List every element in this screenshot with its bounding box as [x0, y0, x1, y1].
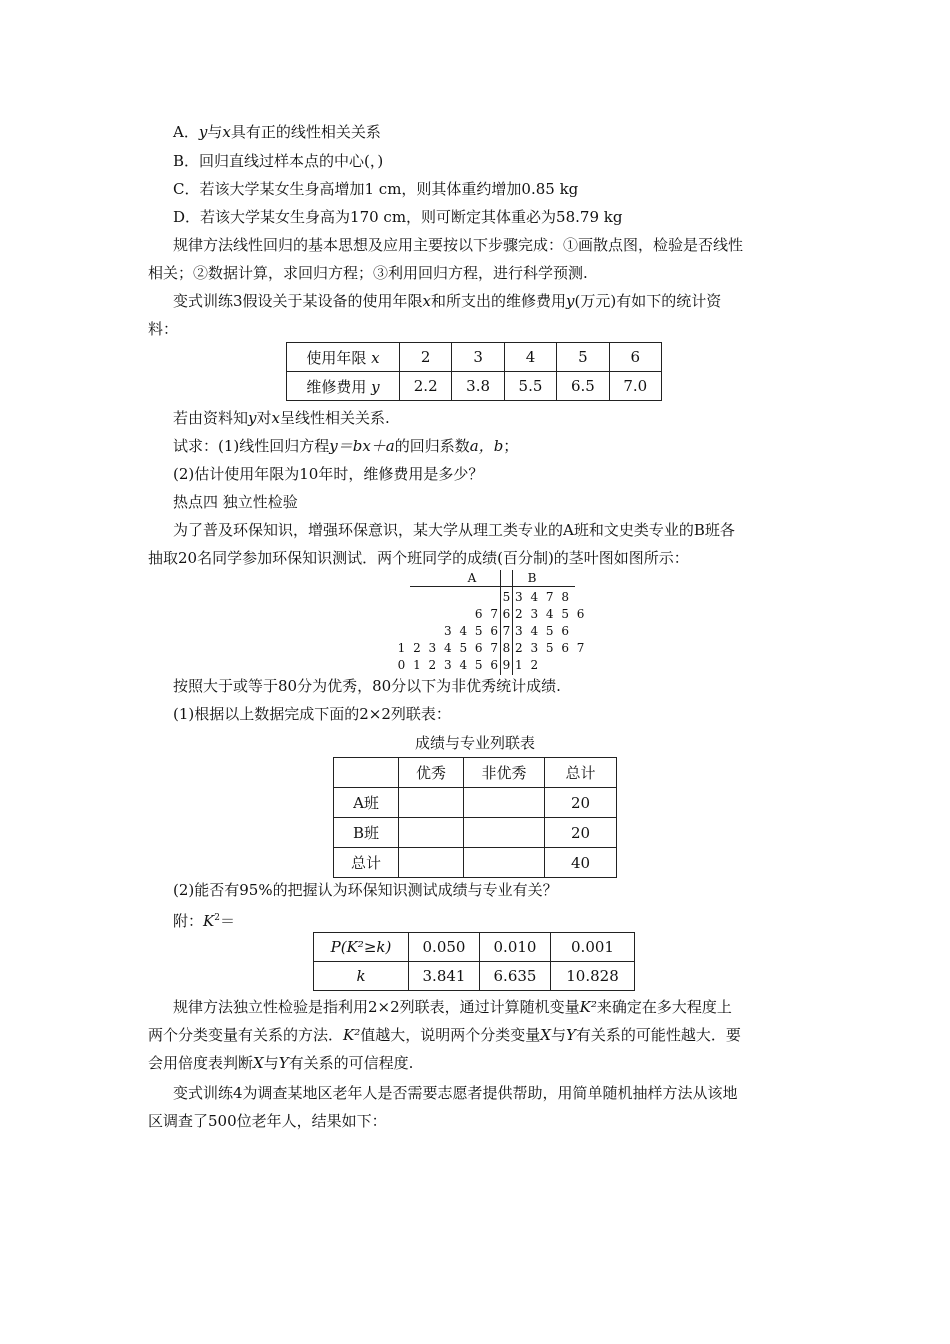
header-a: A — [467, 571, 477, 585]
table-cell: 5.5 — [504, 372, 556, 401]
variant3-after: 若由资料知y对x呈线性相关关系. — [173, 409, 390, 427]
hot4-p1: 为了普及环保知识，增强环保意识，某大学从理工类专业的A班和文史类专业的B班各 — [173, 521, 735, 539]
row-header: 总计 — [334, 848, 399, 878]
leaf-b-row: 3 4 5 6 — [515, 624, 571, 638]
table-cell: 6 — [609, 343, 661, 372]
leaf-a-row — [410, 589, 500, 606]
table-cell: 6.635 — [480, 962, 551, 991]
variant4-line2: 区调查了500位老年人，结果如下： — [148, 1112, 387, 1130]
table-cell — [464, 848, 545, 878]
table-cell: 5 — [557, 343, 609, 372]
header-b: B — [527, 571, 537, 585]
leaf-a-row: 3 4 5 6 — [444, 624, 500, 638]
table-row — [334, 848, 617, 878]
hot4-p5: (2)能否有95%的把握认为环保知识测试成绩与专业有关？ — [173, 881, 558, 899]
table-cell — [399, 788, 464, 818]
table-cell: 40 — [545, 848, 617, 878]
table-cell: 7.0 — [609, 372, 661, 401]
column-header: 非优秀 — [464, 758, 545, 788]
table-row — [287, 372, 662, 401]
option-b: B．回归直线过样本点的中心(，) — [173, 152, 384, 170]
row-label-years: 使用年限 x — [287, 343, 400, 372]
leaf-a-row: 1 2 3 4 5 6 7 — [397, 641, 500, 655]
table-cell: 0.050 — [409, 933, 480, 962]
table-title: 成绩与专业列联表 — [414, 734, 535, 752]
method2-line2: 两个分类变量有关系的方法．K²值越大，说明两个分类变量X与Y有关系的可能性越大．要 — [148, 1026, 741, 1044]
contingency-table — [333, 757, 617, 878]
table-cell: 3 — [452, 343, 504, 372]
leaf-b-row: 2 3 5 6 7 — [515, 641, 587, 655]
hot4-p4: (1)根据以上数据完成下面的2×2列联表： — [173, 705, 451, 723]
critical-value-table — [313, 932, 635, 991]
table-cell: 10.828 — [551, 962, 635, 991]
leaf-b-row: 3 4 7 8 — [515, 590, 571, 604]
option-c: C．若该大学某女生身高增加1 cm，则其体重约增加0.85 kg — [173, 180, 579, 198]
column-header: 优秀 — [399, 758, 464, 788]
row-header: B班 — [334, 818, 399, 848]
row-label-probability: P(K²≥k) — [314, 933, 409, 962]
table-cell — [399, 848, 464, 878]
table-cell — [464, 818, 545, 848]
table-cell: 20 — [545, 788, 617, 818]
column-header: 总计 — [545, 758, 617, 788]
table-row — [287, 343, 662, 372]
table-cell: 3.841 — [409, 962, 480, 991]
table-cell: 4 — [504, 343, 556, 372]
table-cell — [399, 818, 464, 848]
hot4-p6: 附：$K^2=$ — [173, 912, 235, 930]
table-row — [334, 818, 617, 848]
hot4-p2: 抽取20名同学参加环保知识测试．两个班同学的成绩(百分制)的茎叶图如图所示： — [148, 549, 689, 567]
variant3-line2: 料： — [148, 320, 179, 338]
section-title: 热点四 独立性检验 — [173, 493, 298, 511]
table-cell: 6.5 — [557, 372, 609, 401]
leaf-a-row: 6 7 — [474, 607, 500, 621]
row-label-cost: 维修费用 y — [287, 372, 400, 401]
table-row — [334, 788, 617, 818]
hot4-p3: 按照大于或等于80分为优秀，80分以下为非优秀统计成绩. — [173, 677, 561, 695]
table-cell: 0.010 — [480, 933, 551, 962]
leaf-b-row: 1 2 — [515, 658, 541, 672]
row-label-k: k — [314, 962, 409, 991]
table-row — [314, 933, 635, 962]
table-row — [334, 758, 617, 788]
leaf-b-row: 2 3 4 5 6 — [515, 607, 587, 621]
stem-value: 7 — [502, 624, 511, 638]
stem-divider-right — [512, 570, 513, 675]
table-cell — [334, 758, 399, 788]
variant3-line1: 变式训练3假设关于某设备的使用年限x和所支出的维修费用y(万元)有如下的统计资 — [173, 292, 722, 310]
method1-line1: 规律方法线性回归的基本思想及应用主要按以下步骤完成：①画散点图，检验是否线性 — [173, 236, 744, 254]
stem-value: 6 — [502, 607, 511, 621]
variant3-q2: (2)估计使用年限为10年时，维修费用是多少？ — [173, 465, 484, 483]
variant3-q1: 试求：(1)线性回归方程y＝bx＋a的回归系数a，b； — [173, 437, 519, 455]
header-rule — [410, 586, 575, 587]
stem-value: 8 — [502, 641, 511, 655]
table-cell — [464, 788, 545, 818]
method2-line1: 规律方法独立性检验是指利用2×2列联表，通过计算随机变量K²来确定在多大程度上 — [173, 998, 732, 1016]
option-d: D．若该大学某女生身高为170 cm，则可断定其体重必为58.79 kg — [173, 208, 623, 226]
table-cell: 2 — [400, 343, 452, 372]
stem-value: 9 — [502, 658, 511, 672]
variant4-line1: 变式训练4为调查某地区老年人是否需要志愿者提供帮助，用简单随机抽样方法从该地 — [173, 1084, 738, 1102]
method1-line2: 相关；②数据计算，求回归方程；③利用回归方程，进行科学预测. — [148, 264, 588, 282]
stem-value: 5 — [502, 590, 511, 604]
maintenance-table — [286, 342, 662, 401]
method2-line3: 会用倍度表判断X与Y有关系的可信程度. — [148, 1054, 414, 1072]
table-cell: 2.2 — [400, 372, 452, 401]
option-a: A．y与x具有正的线性相关关系 — [173, 123, 381, 141]
stem-leaf-plot — [397, 570, 587, 675]
table-cell: 3.8 — [452, 372, 504, 401]
table-cell: 20 — [545, 818, 617, 848]
table-cell: 0.001 — [551, 933, 635, 962]
row-header: A班 — [334, 788, 399, 818]
table-row — [314, 962, 635, 991]
leaf-a-row: 0 1 2 3 4 5 6 — [397, 658, 500, 672]
